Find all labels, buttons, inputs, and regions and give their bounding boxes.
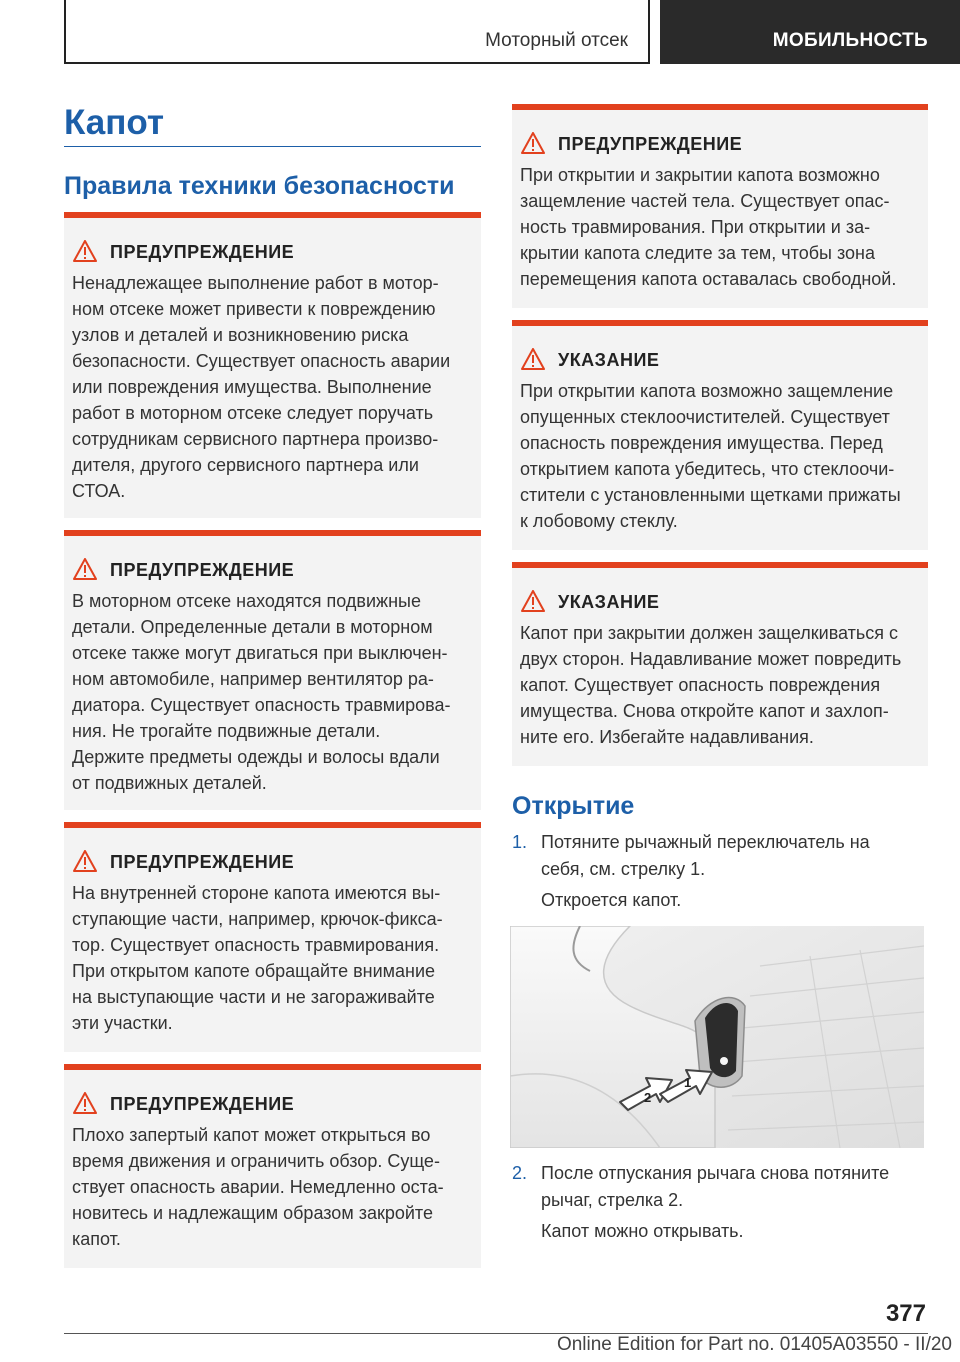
- text-line: ния. Не трогайте подвижные детали.: [72, 721, 381, 741]
- text-line: или повреждения имущества. Выполнение: [72, 377, 432, 397]
- arrow-label-1: 1: [684, 1075, 692, 1090]
- text-line: Потяните рычажный переключатель на: [541, 832, 870, 852]
- text-line: себя, см. стрелку 1.: [541, 859, 706, 879]
- warning-label: ПРЕДУПРЕЖДЕНИЕ: [110, 1094, 295, 1114]
- text-line: После отпускания рычага снова потяните: [541, 1163, 890, 1183]
- warning-label: ПРЕДУПРЕЖДЕНИЕ: [110, 560, 295, 580]
- warning-triangle-icon: [73, 1092, 97, 1114]
- warning-text: [520, 162, 922, 292]
- safety-heading: Правила техники безопасности: [64, 172, 455, 200]
- step-text: [541, 1160, 889, 1214]
- text-line: стители с установленными щетками прижаты: [520, 485, 901, 505]
- text-line: ном автомобиле, например вентилятор ра-: [72, 669, 434, 689]
- text-line: время движения и ограничить обзор. Суще-: [72, 1151, 440, 1171]
- text-line: капот.: [72, 1229, 121, 1249]
- text-line: ступающие части, например, крючок-фикса-: [72, 909, 443, 929]
- warning-triangle-icon: [521, 590, 545, 612]
- warning-box: [64, 212, 481, 518]
- warning-triangle-icon: [73, 850, 97, 872]
- text-line: При открытии и закрытии капота возможно: [520, 165, 880, 185]
- text-line: опущенных стеклоочистителей. Существует: [520, 407, 890, 427]
- text-line: ном отсеке может привести к повреждению: [72, 299, 436, 319]
- text-line: Капот при закрытии должен защелкиваться с: [520, 623, 899, 643]
- notice-box: [512, 320, 928, 550]
- warning-box: [64, 822, 481, 1052]
- page-title: Капот: [64, 103, 165, 142]
- warning-triangle-icon: [521, 348, 545, 370]
- text-line: к лобовому стеклу.: [520, 511, 678, 531]
- text-line: перемещения капота оставалась свободной.: [520, 269, 897, 289]
- step-number: 2.: [512, 1163, 528, 1183]
- title-divider: [64, 146, 481, 147]
- text-line: опасность повреждения имущества. Перед: [520, 433, 883, 453]
- notice-text: [520, 620, 922, 750]
- text-line: работ в моторном отсеке следует поручать: [72, 403, 434, 423]
- text-line: эти участки.: [72, 1013, 173, 1033]
- text-line: тор. Существует опасность травмирования.: [72, 935, 440, 955]
- text-line: При открытом капоте обращайте внимание: [72, 961, 436, 981]
- text-line: ность травмирования. При открытии и за-: [520, 217, 871, 237]
- header-section-label: Моторный отсек: [485, 30, 628, 51]
- step-result: Капот можно открывать.: [541, 1221, 744, 1241]
- text-line: безопасности. Существует опасность аварии: [72, 351, 451, 371]
- text-line: узлов и деталей и возникновению риска: [72, 325, 409, 345]
- text-line: В моторном отсеке находятся подвижные: [72, 591, 421, 611]
- warning-text: [72, 880, 475, 1036]
- text-line: сотрудникам сервисного партнера произво-: [72, 429, 439, 449]
- warning-text: [72, 588, 475, 796]
- text-line: При открытии капота возможно защемление: [520, 381, 894, 401]
- text-line: детали. Определенные детали в моторном: [72, 617, 433, 637]
- warning-triangle-icon: [521, 132, 545, 154]
- text-line: На внутренней стороне капота имеются вы-: [72, 883, 441, 903]
- warning-box: [64, 1064, 481, 1268]
- text-line: ствует опасность аварии. Немедленно оста-: [72, 1177, 444, 1197]
- notice-box: [512, 562, 928, 766]
- notice-label: УКАЗАНИЕ: [558, 592, 660, 612]
- warning-box: [512, 104, 928, 308]
- text-line: Плохо запертый капот может открыться во: [72, 1125, 431, 1145]
- text-line: от подвижных деталей.: [72, 773, 267, 793]
- text-line: СТОА.: [72, 481, 126, 501]
- warning-text: [72, 270, 475, 504]
- page-number: 377: [885, 1300, 926, 1327]
- text-line: крытии капота следите за тем, чтобы зона: [520, 243, 875, 263]
- step-text: [541, 829, 870, 883]
- header-chapter-label: МОБИЛЬНОСТЬ: [772, 30, 928, 51]
- warning-triangle-icon: [73, 558, 97, 580]
- edition-info: Online Edition for Part no. 01405A03550 - II/20: [556, 1334, 952, 1355]
- text-line: диатора. Существует опасность травмирова-: [72, 695, 451, 715]
- text-line: двух сторон. Надавливание может повредить: [520, 649, 902, 669]
- text-line: Держите предметы одежды и волосы вдали: [72, 747, 440, 767]
- text-line: рычаг, стрелка 2.: [541, 1190, 684, 1210]
- text-line: дителя, другого сервисного партнера или: [72, 455, 419, 475]
- step-item: [512, 829, 928, 919]
- header-chapter-tab: [660, 0, 960, 64]
- text-line: отсеке также могут двигаться при выключен-: [72, 643, 448, 663]
- warning-label: ПРЕДУПРЕЖДЕНИЕ: [110, 242, 295, 262]
- opening-heading: Открытие: [512, 792, 635, 820]
- text-line: на выступающие части и не загораживайте: [72, 987, 435, 1007]
- notice-label: УКАЗАНИЕ: [558, 350, 660, 370]
- text-line: открытием капота убедитесь, что стеклоочи-: [520, 459, 895, 479]
- notice-text: [520, 378, 922, 534]
- text-line: защемление частей тела. Существует опас-: [520, 191, 890, 211]
- header-section-tab: [64, 0, 650, 64]
- warning-label: ПРЕДУПРЕЖДЕНИЕ: [558, 134, 743, 154]
- text-line: новитесь и надлежащим образом закройте: [72, 1203, 433, 1223]
- text-line: Ненадлежащее выполнение работ в мотор-: [72, 273, 439, 293]
- text-line: капот. Существует опасность повреждения: [520, 675, 881, 695]
- warning-label: ПРЕДУПРЕЖДЕНИЕ: [110, 852, 295, 872]
- step-item: [512, 1160, 928, 1250]
- hood-release-illustration: [510, 926, 924, 1148]
- step-result: Откроется капот.: [541, 890, 682, 910]
- warning-box: [64, 530, 481, 810]
- warning-triangle-icon: [73, 240, 97, 262]
- hood-release-lever-figure: [510, 926, 924, 1148]
- text-line: ните его. Избегайте надавливания.: [520, 727, 814, 747]
- text-line: имущества. Снова откройте капот и захлоп-: [520, 701, 889, 721]
- step-number: 1.: [512, 832, 528, 852]
- arrow-label-2: 2: [644, 1090, 652, 1105]
- warning-text: [72, 1122, 475, 1252]
